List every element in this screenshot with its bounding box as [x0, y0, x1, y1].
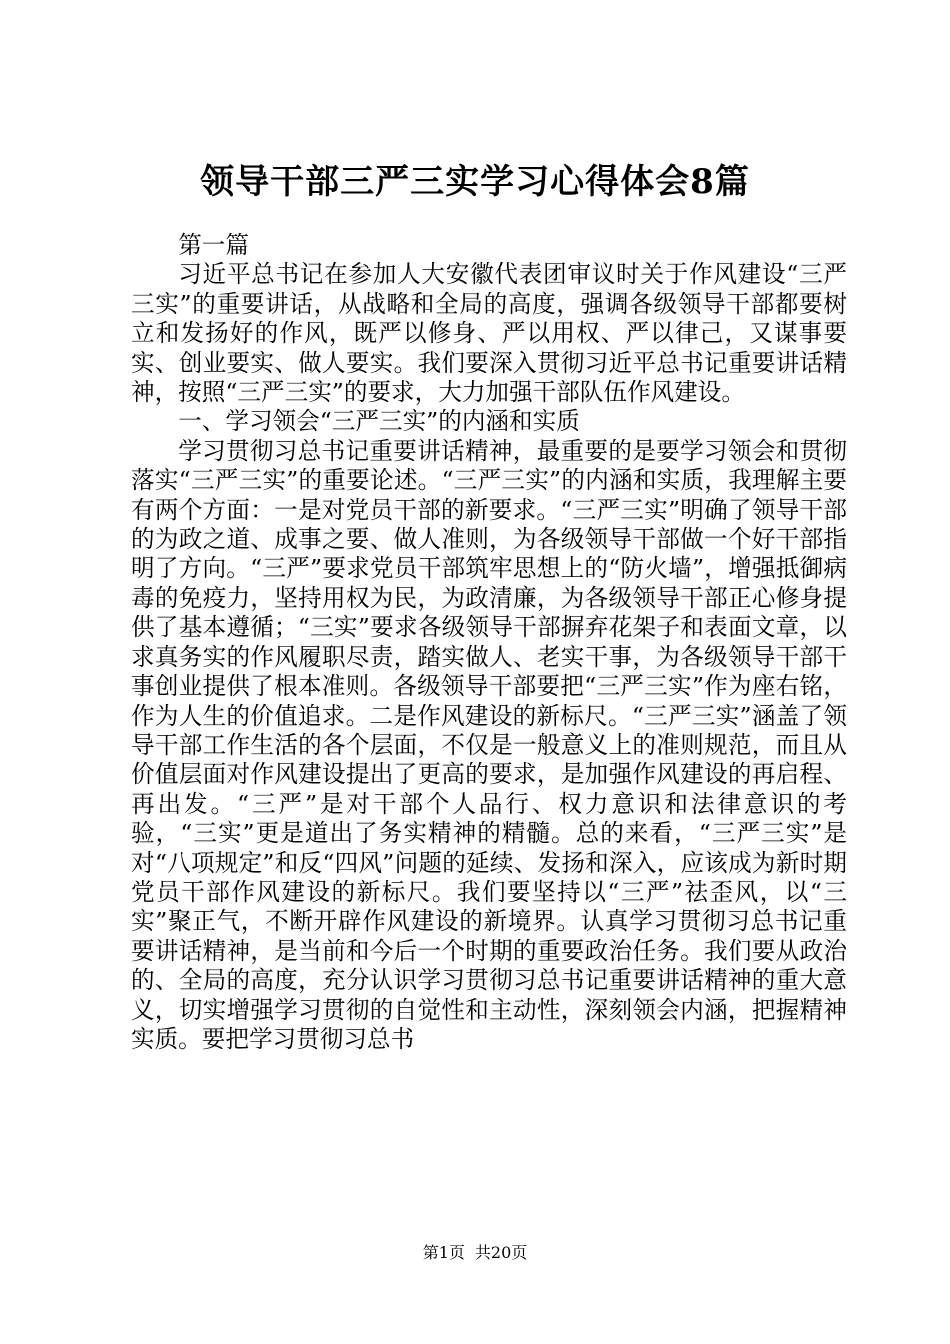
section-heading-first: 第一篇 — [178, 231, 249, 259]
document-body — [131, 231, 847, 1054]
page-footer — [0, 1243, 950, 1263]
body-paragraph: 学习贯彻习总书记重要讲话精神，最重要的是要学习领会和贯彻落实“三严三实”的重要论述。“三严三实”的内涵和实质，我理解主要有两个方面：一是对党员干部的新要求。“三严三实”明确了领导干部的为政之道、成事之要、做人准则，为各级领导干部做一个好干部指明了方向。“三严”要求党员干部筑牢思想上的“防火墙”，增强抵御病毒的免疫力，坚持用权为民，为政清廉，为各级领导干部正心修身提供了基本遵循；“三实”要求各级领导干部摒弃花架子和表面文章，以求真务实的作风履职尽责，踏实做人、老实干事，为各级领导干部干事创业提供了根本准则。各级领导干部要把“三严三实”作为座右铭，作为人生的价值追求。二是作风建设的新标尺。“三严三实”涵盖了领导干部工作生活的各个层面，不仅是一般意义上的准则规范，而且从价值层面对作风建设提出了更高的要求，是加强作风建设的再启程、再出发。“三严”是对干部个人品行、权力意识和法律意识的考验，“三实”更是道出了务实精神的精髓。总的来看，“三严三实”是对“八项规定”和反“四风”问题的延续、发扬和深入，应该成为新时期党员干部作风建设的新标尺。我们要坚持以“三严”祛歪风，以“三实”聚正气，不断开辟作风建设的新境界。认真学习贯彻习总书记重要讲话精神，是当前和今后一个时期的重要政治任务。我们要从政治的、全局的高度，充分认识学习贯彻习总书记重要讲话精神的重大意义，切实增强学习贯彻的自觉性和主动性，深刻领会内涵，把握精神实质。要把学习贯彻习总书 — [131, 436, 847, 1053]
document-title: 领导干部三严三实学习心得体会8篇 — [200, 162, 750, 202]
section-heading: 一、学习领会“三严三实”的内涵和实质 — [178, 407, 580, 436]
page-total: 共20页 — [474, 1243, 528, 1262]
page-number: 第1页 — [422, 1243, 465, 1262]
body-paragraph: 习近平总书记在参加人大安徽代表团审议时关于作风建设“三严三实”的重要讲话，从战略和全局的高度，强调各级领导干部都要树立和发扬好的作风，既严以修身、严以用权、严以律己，又谋事要实、创业要实、做人要实。我们要深入贯彻习近平总书记重要讲话精神，按照“三严三实”的要求，大力加强干部队伍作风建设。 — [131, 260, 847, 407]
